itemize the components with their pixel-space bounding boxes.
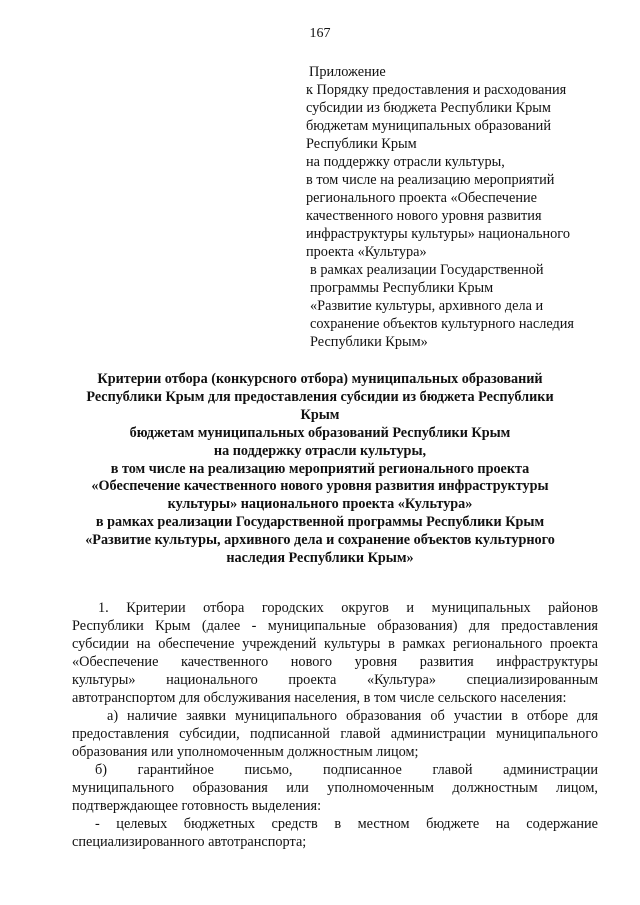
title-line: в рамках реализации Государственной программы Республики Крым xyxy=(95,514,545,531)
appendix-line: регионального проекта «Обеспечение xyxy=(306,190,537,206)
title-line: «Обеспечение качественного нового уровня развития инфраструктуры xyxy=(91,478,549,495)
body-line: муниципального образования или уполномоченным должностным лицом, xyxy=(72,780,598,796)
body-line: специализированного автотранспорта; xyxy=(72,834,307,850)
body-line: подтверждающее готовность выделения: xyxy=(72,798,322,814)
title-line: Крым xyxy=(300,406,340,423)
appendix-line: проекта «Культура» xyxy=(306,244,427,260)
document-title xyxy=(70,371,570,568)
appendix-line: программы Республики Крым xyxy=(310,280,494,296)
title-line: бюджетам муниципальных образований Республики Крым xyxy=(129,424,511,441)
body-line: субсидии на обеспечение учреждений культуры в рамках регионального проекта xyxy=(72,636,598,652)
title-line: Республики Крым для предоставления субсидии из бюджета Республики xyxy=(86,388,554,405)
body-line: автотранспортом для обслуживания населения, в том числе сельского населения: xyxy=(72,690,567,706)
page-number: 167 xyxy=(309,26,331,41)
appendix-line: бюджетам муниципальных образований xyxy=(306,118,551,134)
title-line: в том числе на реализацию мероприятий регионального проекта xyxy=(110,460,530,477)
appendix-line: качественного нового уровня развития xyxy=(306,208,542,224)
appendix-line: на поддержку отрасли культуры, xyxy=(306,154,505,170)
title-line: Критерии отбора (конкурсного отбора) муниципальных образований xyxy=(97,371,543,387)
appendix-line: Республики Крым» xyxy=(310,334,428,350)
title-line: наследия Республики Крым» xyxy=(226,550,414,567)
body-line: Республики Крым (далее - муниципальные образования) для предоставления xyxy=(72,618,598,634)
body-line: б) гарантийное письмо, подписанное главой администрации xyxy=(95,762,598,778)
appendix-line: Приложение xyxy=(309,64,386,80)
appendix-line: к Порядку предоставления и расходования xyxy=(306,82,567,98)
body-line: а) наличие заявки муниципального образования об участии в отборе для xyxy=(107,708,598,724)
appendix-line: сохранение объектов культурного наследия xyxy=(310,316,574,332)
appendix-line: в рамках реализации Государственной xyxy=(310,262,544,278)
body-line: «Обеспечение качественного нового уровня развития инфраструктуры xyxy=(72,654,598,670)
appendix-line: субсидии из бюджета Республики Крым xyxy=(306,100,551,116)
body-line: - целевых бюджетных средств в местном бюджете на содержание xyxy=(95,816,598,832)
body-line: образования или уполномоченным должностным лицом; xyxy=(72,744,419,760)
title-line: на поддержку отрасли культуры, xyxy=(213,442,427,459)
body-line: культуры» национального проекта «Культура» специализированным xyxy=(72,672,598,688)
body-line: предоставления субсидии, подписанной главой администрации муниципального xyxy=(72,726,598,742)
body-line: 1. Критерии отбора городских округов и муниципальных районов xyxy=(98,600,598,616)
appendix-line: «Развитие культуры, архивного дела и xyxy=(310,298,544,314)
title-line: культуры» национального проекта «Культура» xyxy=(167,496,473,513)
title-line: «Развитие культуры, архивного дела и сохранение объектов культурного xyxy=(85,532,555,549)
appendix-line: инфраструктуры культуры» национального xyxy=(306,226,570,242)
appendix-line: в том числе на реализацию мероприятий xyxy=(306,172,555,188)
appendix-line: Республики Крым xyxy=(306,136,417,152)
